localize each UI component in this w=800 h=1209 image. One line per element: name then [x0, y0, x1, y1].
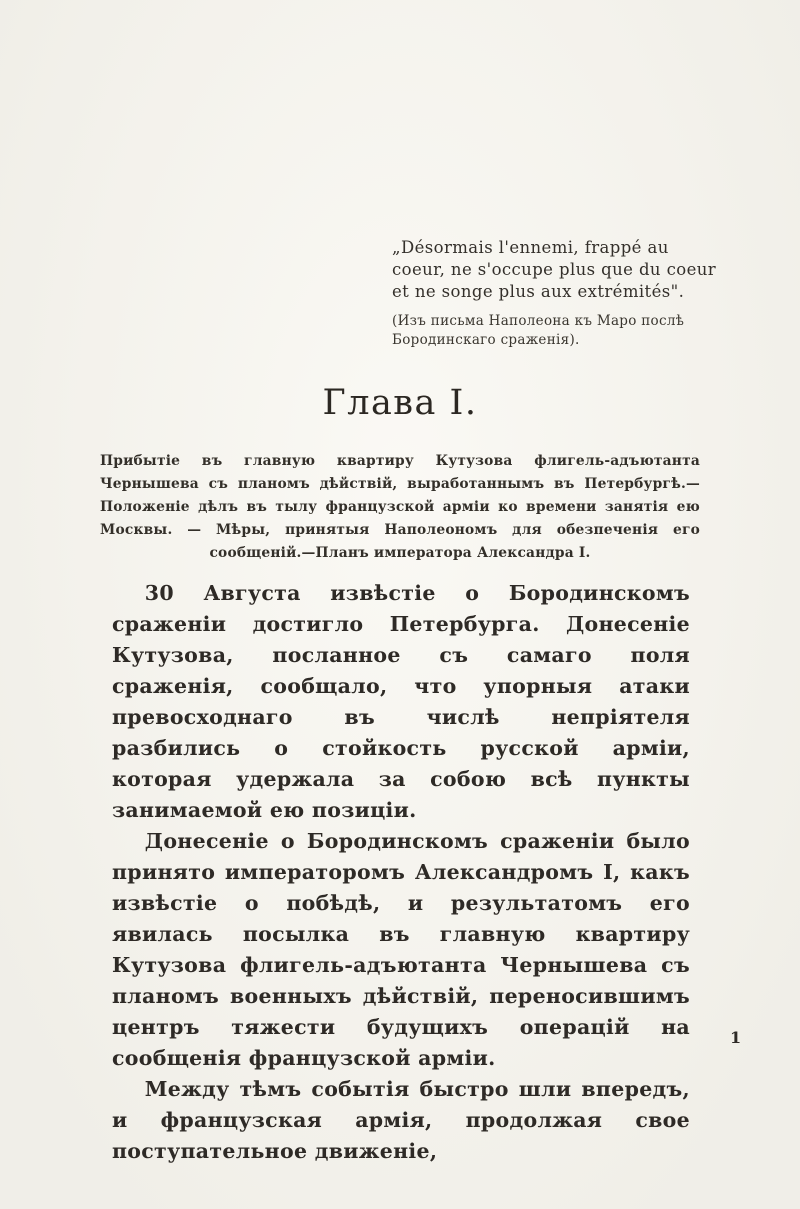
page-number: 1: [730, 1028, 742, 1047]
epigraph-quote-line: coeur, ne s'occupe plus que du coeur: [392, 260, 717, 279]
epigraph-attribution-line: Бородинскаго сраженія).: [392, 332, 580, 348]
chapter-summary: Прибытіе въ главную квартиру Кутузова флигель-адъютанта Чернышева съ планомъ дѣйствій, выработаннымъ въ Петербургѣ.—Положеніе дѣлъ въ тылу французской арміи ко времени занятія ею Москвы. — Мѣры, принятыя Наполеономъ для обезпеченія его сообщеній.—Планъ императора Александра I.: [100, 453, 700, 561]
epigraph-quote-line: „Désormais l'ennemi, frappé au: [392, 238, 669, 257]
epigraph-quote-line: et ne songe plus aux extrémités".: [392, 282, 685, 301]
epigraph-quote: [392, 237, 717, 303]
paragraph: 30 Августа извѣстіе о Бородинскомъ сраженіи достигло Петербурга. Донесеніе Кутузова, посланное съ самаго поля сраженія, сообщало, что упорныя атаки превосходнаго въ числѣ непріятеля разбились о стойкость русской арміи, которая удержала за собою всѣ пункты занимаемой ею позиціи.: [112, 581, 690, 822]
chapter-title: Глава I.: [322, 383, 478, 423]
epigraph-attribution: [392, 312, 685, 350]
epigraph-attribution-line: (Изъ письма Наполеона къ Маро послѣ: [392, 313, 685, 329]
paragraph: Между тѣмъ событія быстро шли впередъ, и французская армія, продолжая свое поступательное движеніе,: [112, 1077, 690, 1163]
epigraph: [392, 237, 717, 350]
paragraph: Донесеніе о Бородинскомъ сраженіи было принято императоромъ Александромъ I, какъ извѣстіе о побѣдѣ, и результатомъ его явилась посылка въ главную квартиру Кутузова флигель-адъютанта Чернышева съ планомъ военныхъ дѣйствій, переносившимъ центръ тяжести будущихъ операцій на сообщенія французской арміи.: [112, 829, 690, 1070]
body-text: [112, 578, 690, 1167]
